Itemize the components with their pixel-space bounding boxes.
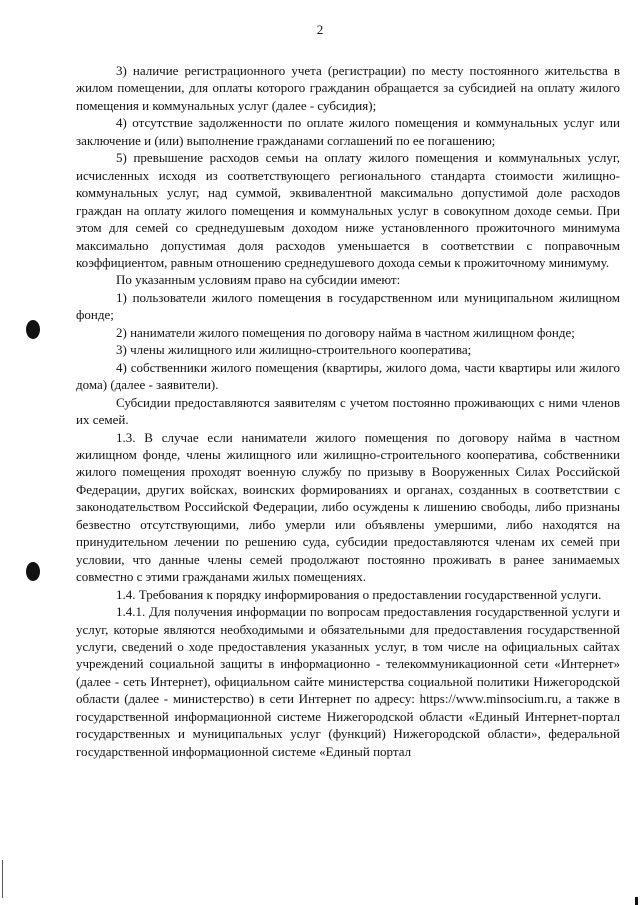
paragraph-condition-5: 5) превышение расходов семьи на оплату жилого помещения и коммунальных услуг, исчисленных исходя из соответствующего регионального стандарта стоимости жилищно-коммунальных услуг, над суммой, эквивалентной максимально допустимой доле расходов граждан на оплату жилого помещения и коммунальных услуг в совокупном доходе семьи. При этом для семей со среднедушевым доходом ниже установленного прожиточного минимума максимально допустимая доля расходов уменьшается в соответствии с поправочным коэффициентом, равным отношению среднедушевого дохода семьи к прожиточному минимуму. xyxy=(76,150,620,270)
paragraph-condition-4: 4) отсутствие задолженности по оплате жилого помещения и коммунальных услуг или заключение и (или) выполнение гражданами соглашений по ее погашению; xyxy=(76,115,620,148)
paragraph-eligible-4: 4) собственники жилого помещения (квартиры, жилого дома, части квартиры или жилого дома) (далее - заявители). xyxy=(76,359,620,393)
paragraph-eligible-2: 2) наниматели жилого помещения по договору найма в частном жилищном фонде; xyxy=(116,324,575,340)
punch-hole-mark xyxy=(26,562,40,581)
paragraph-eligible-intro: По указанным условиям право на субсидии имеют: xyxy=(116,272,401,288)
paragraph-section-1-4-1: 1.4.1. Для получения информации по вопросам предоставления государственной услуги и услуг, которые являются необходимыми и обязательными для предоставления государственной услуги, сведений о ходе предоставления указанных услуг, в том числе на официальных сайтах учреждений социальной защиты в информационно - телекоммуникационной сети «Интернет» (далее - сеть Интернет), официальном сайте министерства социальной политики Нижегородской области (далее - министерство) в сети Интернет по адресу: https://www.minsocium.ru, а также в государственной информационной системе Нижегородской области «Единый Интернет-портал государственных и муниципальных услуг (функций) Нижегородской области», федеральной государственной информационной системе «Единый портал xyxy=(76,604,620,759)
page-number: 2 xyxy=(316,22,324,37)
scan-edge-line xyxy=(2,860,3,898)
paragraph-condition-3: 3) наличие регистрационного учета (регистрации) по месту постоянного жительства в жилом помещении, для оплаты которого гражданин обращается за субсидией на оплату жилого помещения и коммунальных услуг (далее - субсидия); xyxy=(76,63,620,113)
paragraph-eligible-1: 1) пользователи жилого помещения в государственном или муниципальном жилищном фонде; xyxy=(76,289,620,323)
document-body xyxy=(76,62,620,760)
paragraph-eligible-3: 3) члены жилищного или жилищно-строительного кооператива; xyxy=(116,342,472,358)
scan-corner-mark xyxy=(635,897,638,905)
paragraph-section-1-3: 1.3. В случае если наниматели жилого помещения по договору найма в частном жилищном фонде, члены жилищного или жилищно-строительного кооператива, собственники жилого помещения проходят военную службу по призыву в Вооруженных Силах Российской Федерации, других войсках, воинских формированиях и органах, созданных в соответствии с законодательством Российской Федерации, либо осуждены к лишению свободы, либо признаны безвестно отсутствующими, либо умерли или объявлены умершими, либо находятся на принудительном лечении по решению суда, субсидии предоставляются членам их семей при условии, что данные члены семей продолжают постоянно проживать в ранее занимаемых совместно с этими гражданами жилых помещениях. xyxy=(76,429,620,585)
paragraph-family-members: Субсидии предоставляются заявителям с учетом постоянно проживающих с ними членов их семей. xyxy=(76,394,620,428)
paragraph-section-1-4: 1.4. Требования к порядку информирования о предоставлении государственной услуги. xyxy=(116,586,602,602)
punch-hole-mark xyxy=(26,320,40,339)
